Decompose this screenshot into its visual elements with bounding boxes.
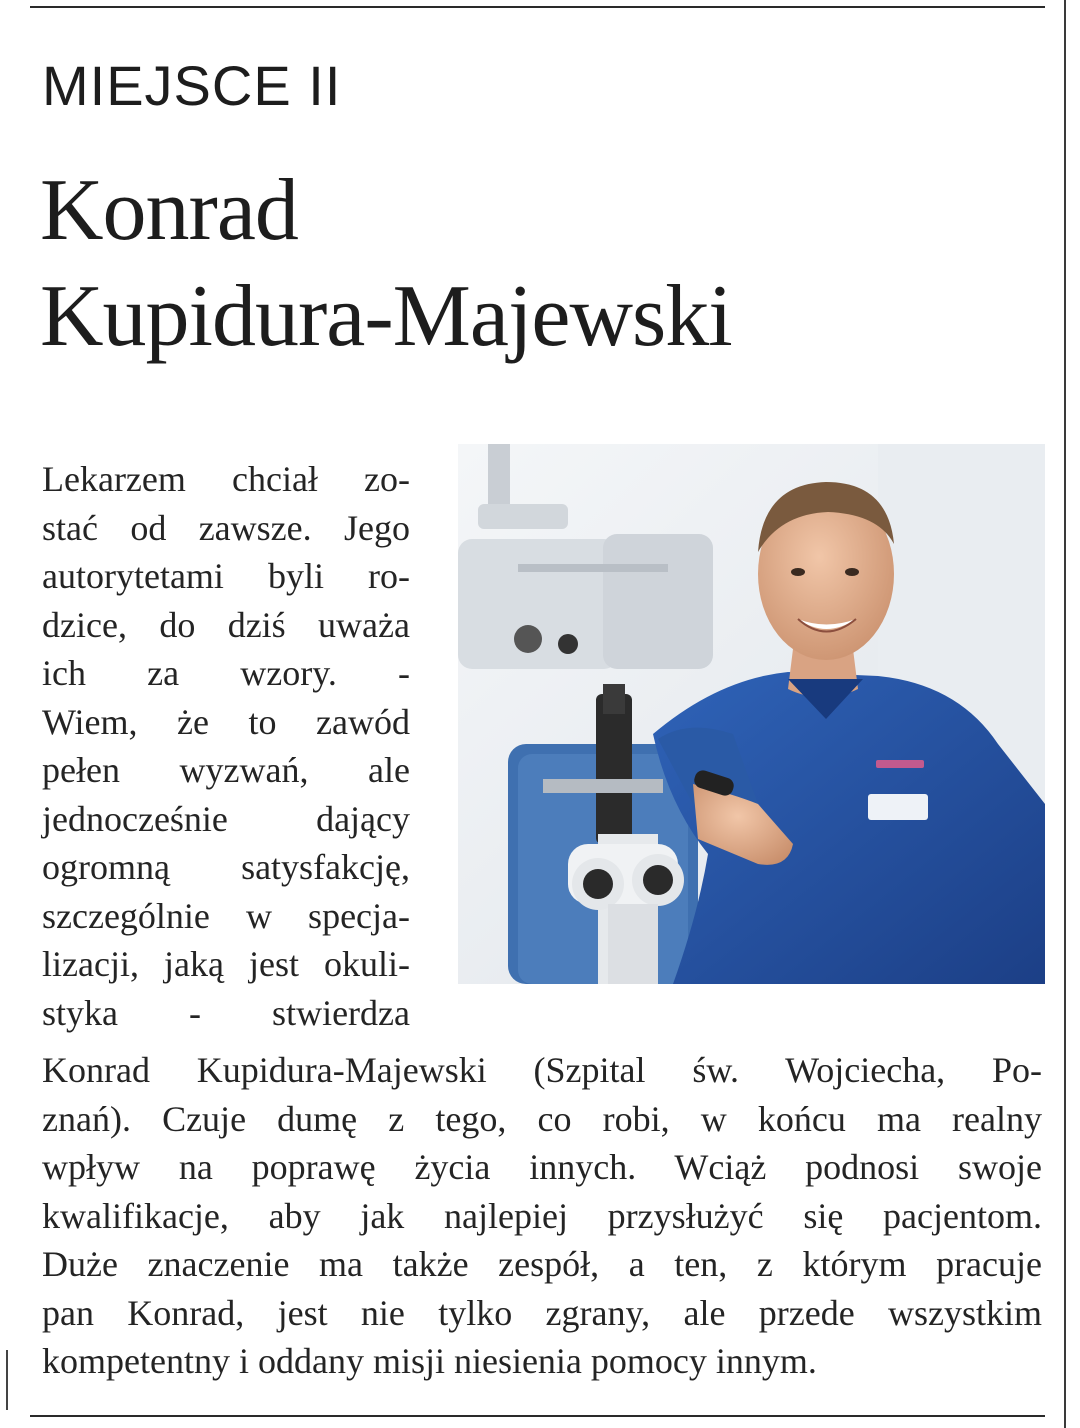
body-line: kwalifikacje, aby jak najlepiej przysłużyć się pacjentom.: [42, 1195, 1042, 1236]
top-rule: [30, 6, 1045, 8]
body-line: szczególnie w specja-: [42, 895, 410, 936]
article-body-column: [42, 455, 410, 1037]
body-line: pan Konrad, jest nie tylko zgrany, ale przede wszystkim: [42, 1292, 1042, 1333]
article-kicker: MIEJSCE II: [42, 54, 342, 117]
body-line: styka - stwierdza: [42, 992, 410, 1033]
body-line: autorytetami byli ro-: [42, 556, 410, 596]
body-line: ogromną satysfakcję,: [42, 847, 410, 887]
article-body-wide: [42, 1046, 1042, 1386]
body-line: Wiem, że to zawód: [42, 701, 410, 742]
page-edge-mark: [6, 1350, 8, 1410]
body-line: Duże znaczenie ma także zespół, a ten, z którym pracuje: [42, 1244, 1042, 1284]
bottom-rule: [30, 1415, 1045, 1417]
article-photo: [458, 444, 1045, 984]
headline-line-2: Kupidura-Majewski: [40, 268, 732, 365]
body-line: Lekarzem chciał zo-: [42, 459, 410, 499]
body-line: wpływ na poprawę życia innych. Wciąż podnosi swoje: [42, 1147, 1042, 1187]
body-line: ich za wzory. -: [42, 653, 410, 693]
body-line: jednocześnie dający: [42, 798, 410, 839]
headline-line-1: Konrad: [40, 162, 298, 259]
body-line: lizacji, jaką jest okuli-: [42, 944, 410, 984]
body-line: pełen wyzwań, ale: [42, 750, 410, 790]
body-line: kompetentny i oddany misji niesienia pomocy innym.: [42, 1341, 817, 1381]
body-line: znań). Czuje dumę z tego, co robi, w końcu ma realny: [42, 1098, 1042, 1139]
article-headline: [40, 158, 732, 370]
body-line: Konrad Kupidura-Majewski (Szpital św. Wojciecha, Po-: [42, 1050, 1042, 1090]
body-line: stać od zawsze. Jego: [42, 507, 410, 548]
page-edge-line: [1064, 0, 1066, 1428]
body-line: dzice, do dziś uważa: [42, 604, 410, 645]
